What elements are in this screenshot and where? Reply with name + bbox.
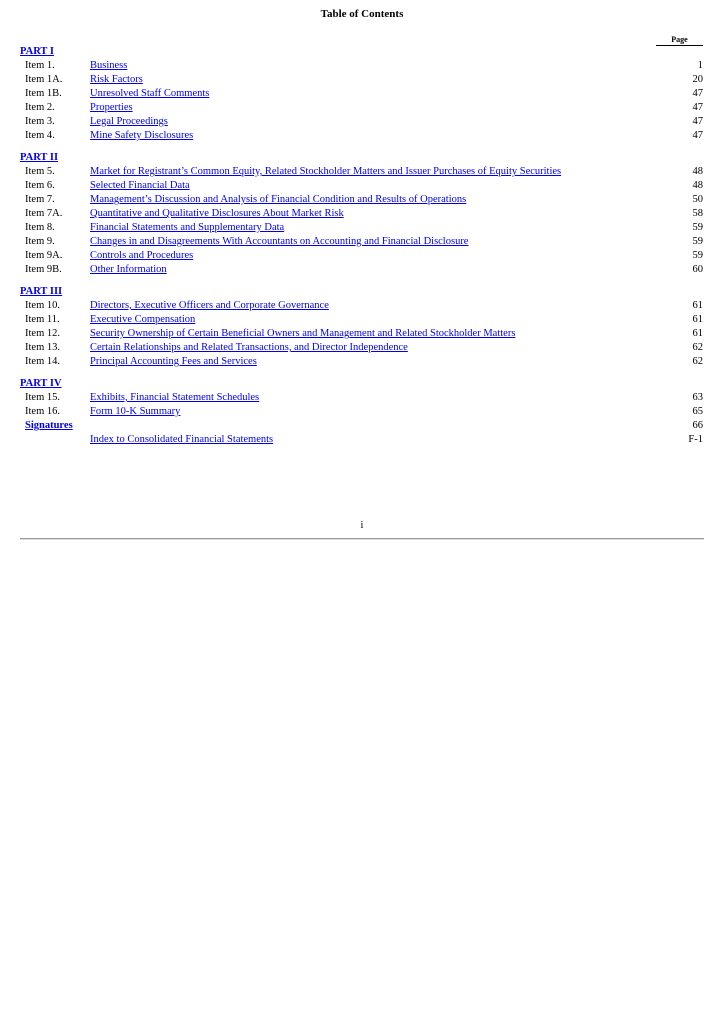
toc-link[interactable]: Properties (90, 102, 133, 113)
item-label: Item 12. (25, 328, 60, 339)
toc-row (0, 249, 724, 263)
toc-link[interactable]: Quantitative and Qualitative Disclosures About Market Risk (90, 208, 344, 219)
page-number: 59 (692, 250, 703, 261)
page-number: F-1 (688, 434, 703, 445)
toc-row (0, 179, 724, 193)
toc-row (0, 263, 724, 277)
toc-row (0, 165, 724, 179)
item-label: Item 16. (25, 406, 60, 417)
toc-row (0, 101, 724, 115)
page-column-header: Page (656, 35, 703, 46)
page-number: 59 (692, 236, 703, 247)
item-label: Item 9A. (25, 250, 63, 261)
index-row (0, 433, 724, 447)
page-number: 60 (692, 264, 703, 275)
toc-row (0, 87, 724, 101)
toc-link[interactable]: Mine Safety Disclosures (90, 130, 194, 141)
toc-row (0, 115, 724, 129)
page-number: 58 (692, 208, 703, 219)
item-label: Item 15. (25, 392, 60, 403)
toc-row (0, 313, 724, 327)
signatures-row (0, 419, 724, 433)
footer-page-number: i (360, 520, 364, 531)
page-number: 61 (692, 314, 703, 325)
page-number: 1 (697, 60, 703, 71)
item-label: Item 5. (25, 166, 55, 177)
page-number: 47 (692, 116, 703, 127)
page-number: 65 (692, 406, 703, 417)
toc-link[interactable]: Selected Financial Data (90, 180, 190, 191)
toc-row (0, 299, 724, 313)
toc-link[interactable]: Business (90, 60, 128, 71)
page-number: 62 (692, 356, 703, 367)
page-number: 47 (692, 130, 703, 141)
toc-link[interactable]: Changes in and Disagreements With Accountants on Accounting and Financial Disclosure (90, 236, 469, 247)
toc-row (0, 221, 724, 235)
footer-divider (20, 538, 704, 540)
toc-link[interactable]: Other Information (90, 264, 167, 275)
item-label: Item 1B. (25, 88, 62, 99)
item-label: Item 3. (25, 116, 55, 127)
item-label: Item 8. (25, 222, 55, 233)
toc-row (0, 193, 724, 207)
item-label: Item 6. (25, 180, 55, 191)
page-number: 20 (692, 74, 703, 85)
toc-row (0, 341, 724, 355)
page-number: 48 (692, 180, 703, 191)
item-label: Item 1A. (25, 74, 63, 85)
toc-row (0, 235, 724, 249)
toc-link[interactable]: Controls and Procedures (90, 250, 194, 261)
toc-link[interactable]: Risk Factors (90, 74, 143, 85)
part-2-heading-link[interactable]: PART II (20, 152, 59, 163)
toc-link[interactable]: Form 10-K Summary (90, 406, 181, 417)
page-number: 66 (692, 420, 703, 431)
item-label: Item 14. (25, 356, 60, 367)
item-label: Item 9B. (25, 264, 62, 275)
toc-row (0, 327, 724, 341)
toc-row (0, 391, 724, 405)
page-number: 59 (692, 222, 703, 233)
toc-row (0, 405, 724, 419)
toc-row (0, 59, 724, 73)
toc-row (0, 73, 724, 87)
toc-link[interactable]: Market for Registrant’s Common Equity, Related Stockholder Matters and Issuer Purchases of Equity Securities (90, 166, 562, 177)
toc-link[interactable]: Management’s Discussion and Analysis of Financial Condition and Results of Operations (90, 194, 467, 205)
page-number: 47 (692, 88, 703, 99)
toc-link[interactable]: Financial Statements and Supplementary Data (90, 222, 285, 233)
toc-link[interactable]: Certain Relationships and Related Transactions, and Director Independence (90, 342, 408, 353)
page-number: 50 (692, 194, 703, 205)
toc-link[interactable]: Executive Compensation (90, 314, 196, 325)
item-label: Item 11. (25, 314, 60, 325)
part-3-heading-link[interactable]: PART III (20, 286, 63, 297)
item-label: Item 4. (25, 130, 55, 141)
item-label: Item 2. (25, 102, 55, 113)
toc-link[interactable]: Directors, Executive Officers and Corporate Governance (90, 300, 329, 311)
page-number: 48 (692, 166, 703, 177)
part-4-heading-link[interactable]: PART IV (20, 378, 62, 389)
toc-row (0, 207, 724, 221)
toc-link[interactable]: Unresolved Staff Comments (90, 88, 210, 99)
page-number: 61 (692, 300, 703, 311)
part-1-heading-link[interactable]: PART I (20, 46, 54, 57)
item-label: Item 9. (25, 236, 55, 247)
item-label: Item 10. (25, 300, 60, 311)
item-label: Item 1. (25, 60, 55, 71)
page-number: 61 (692, 328, 703, 339)
toc-link[interactable]: Security Ownership of Certain Beneficial Owners and Management and Related Stockholder Matters (90, 328, 516, 339)
item-label: Item 13. (25, 342, 60, 353)
toc-row (0, 355, 724, 369)
item-label: Item 7A. (25, 208, 63, 219)
page-number: 47 (692, 102, 703, 113)
toc-link[interactable]: Principal Accounting Fees and Services (90, 356, 257, 367)
index-financial-statements-link[interactable]: Index to Consolidated Financial Statements (90, 434, 274, 445)
toc-row (0, 129, 724, 143)
page-number: 62 (692, 342, 703, 353)
signatures-link[interactable]: Signatures (25, 420, 73, 431)
page-title: Table of Contents (320, 8, 404, 20)
toc-link[interactable]: Legal Proceedings (90, 116, 168, 127)
item-label: Item 7. (25, 194, 55, 205)
page-number: 63 (692, 392, 703, 403)
toc-link[interactable]: Exhibits, Financial Statement Schedules (90, 392, 260, 403)
